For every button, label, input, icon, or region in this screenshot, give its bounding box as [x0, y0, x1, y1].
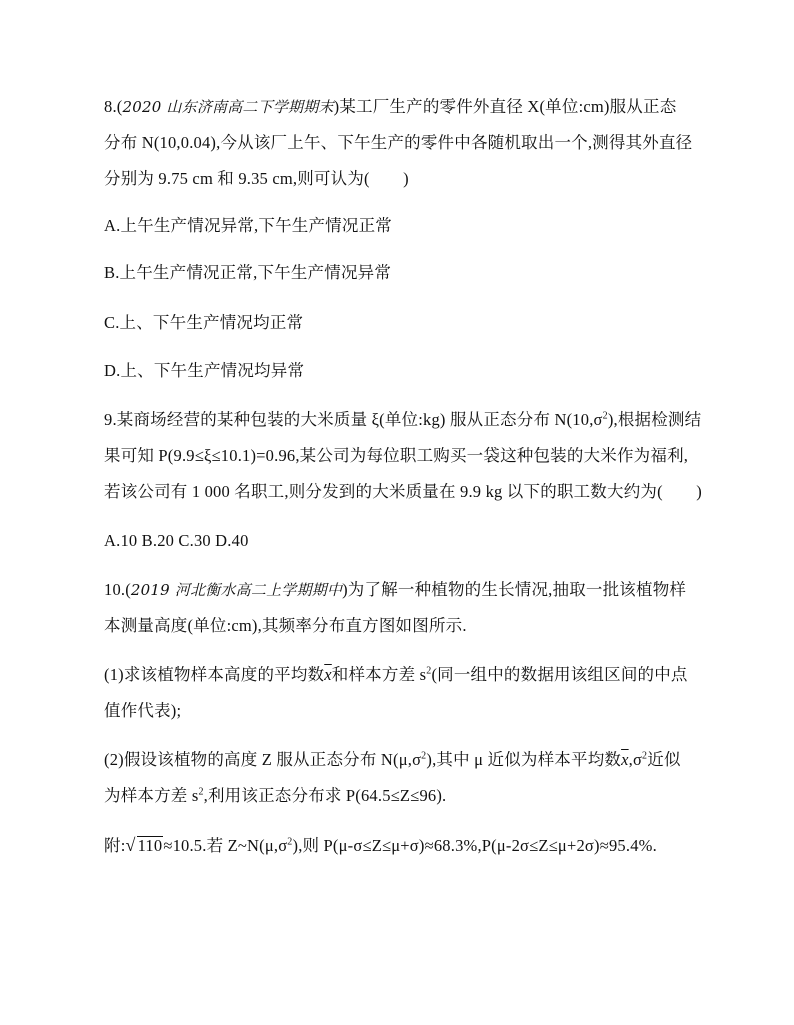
q10-part1-line-1: [104, 664, 688, 686]
q10-part2-line-2: [104, 785, 446, 807]
appendix-text: ≈10.5.若 Z~N(μ,σ: [163, 836, 288, 855]
q10-part1-line-2: 值作代表);: [104, 701, 182, 720]
q9-stem-text-end: ),根据检测结: [607, 410, 702, 429]
q10-part2-text-3: ,σ: [628, 750, 643, 769]
q10-part2-line-1: [104, 749, 681, 771]
q8-number: 8.(: [104, 97, 123, 116]
x-bar-symbol: $\overline{x}$: [324, 665, 332, 684]
q10-stem-text: )为了解一种植物的生长情况,抽取一批该植物样: [342, 580, 687, 599]
q10-part1-text: (1)求该植物样本高度的平均数: [104, 665, 325, 684]
q10-part2-text: (2)假设该植物的高度 Z 服从正态分布 N(μ,σ: [104, 750, 422, 769]
q10-part1-sup: 2: [426, 665, 432, 677]
q10-appendix: [104, 834, 657, 857]
q9-sup: 2: [602, 410, 608, 422]
appendix-sup: 2: [287, 836, 293, 848]
q8-option-b: B.上午生产情况正常,下午生产情况异常: [104, 263, 392, 282]
q8-stem-line-1: [104, 96, 676, 118]
q10-part1-text-3: (同一组中的数据用该组区间的中点: [431, 665, 688, 684]
q8-stem-line-3: 分别为 9.75 cm 和 9.35 cm,则可认为( ): [104, 169, 409, 188]
q10-part2-line2-text: 为样本方差 s: [104, 786, 199, 805]
q8-option-a: A.上午生产情况异常,下午生产情况正常: [104, 216, 392, 235]
q8-stem-line-2: 分布 N(10,0.04),今从该厂上午、下午生产的零件中各随机取出一个,测得其外直径: [104, 133, 693, 152]
q8-source: 2020 山东济南高二下学期期末: [122, 98, 334, 116]
q10-part2-sup-1: 2: [421, 750, 427, 762]
q10-part2-sup-2: 2: [642, 750, 648, 762]
q9-options: A.10 B.20 C.30 D.40: [104, 531, 249, 550]
q9-stem-line-3: 若该公司有 1 000 名职工,则分发到的大米质量在 9.9 kg 以下的职工数大约为( ): [104, 482, 702, 501]
q10-part2-line2-text-2: ,利用该正态分布求 P(64.5≤Z≤96).: [203, 786, 447, 805]
q10-part1-text-2: 和样本方差 s: [331, 665, 427, 684]
q10-stem-line-1: [104, 579, 686, 601]
q8-option-d: D.上、下午生产情况均异常: [104, 361, 305, 380]
appendix-label: 附:: [104, 836, 126, 855]
sqrt-symbol: √: [125, 835, 136, 855]
sqrt-radicand: 110: [137, 836, 163, 855]
q10-part2-text-4: 近似: [647, 750, 681, 769]
q10-stem-line-2: 本测量高度(单位:cm),其频率分布直方图如图所示.: [104, 616, 467, 635]
q10-part2-text-2: ),其中 μ 近似为样本平均数: [426, 750, 622, 769]
q8-stem-text: )某工厂生产的零件外直径 X(单位:cm)服从正态: [333, 97, 677, 116]
x-bar-symbol-2: $\overline{x}$: [621, 750, 629, 769]
q10-number: 10.(: [104, 580, 131, 599]
appendix-text-2: ),则 P(μ-σ≤Z≤μ+σ)≈68.3%,P(μ-2σ≤Z≤μ+2σ)≈95.4%.: [292, 836, 657, 855]
q10-source: 2019 河北衡水高二上学期期中: [130, 581, 343, 599]
q9-stem-line-1: [104, 409, 701, 431]
q9-stem-text: 9.某商场经营的某种包装的大米质量 ξ(单位:kg) 服从正态分布 N(10,σ: [104, 410, 603, 429]
q9-stem-line-2: 果可知 P(9.9≤ξ≤10.1)=0.96,某公司为每位职工购买一袋这种包装的大米作为福利,: [104, 446, 689, 465]
q10-part2-line2-sup: 2: [198, 786, 204, 798]
q8-option-c: C.上、下午生产情况均正常: [104, 313, 304, 332]
